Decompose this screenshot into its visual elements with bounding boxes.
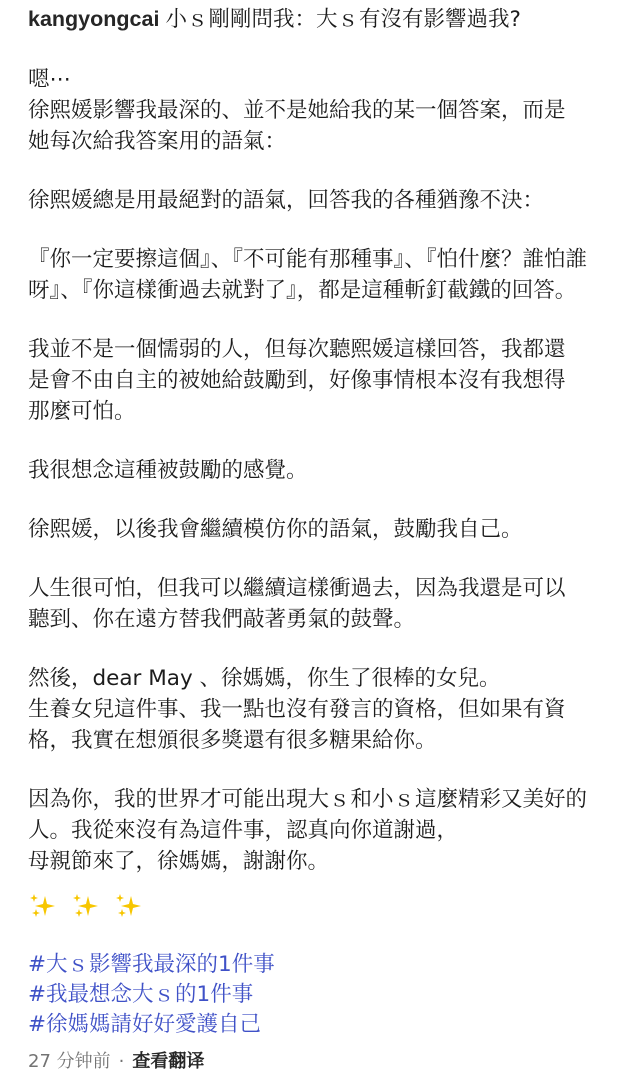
paragraph-8 [28, 663, 628, 756]
paragraph-9 [28, 784, 628, 877]
sparkles-icon [71, 890, 101, 920]
sparkles-icon [28, 890, 58, 920]
caption-first-line [28, 4, 628, 35]
caption-line: 呀』、『你這樣衝過去就對了』，都是這種斬釘截鐵的回答。 [28, 278, 577, 303]
caption-headline: 小ｓ剛剛問我：大ｓ有沒有影響過我? [165, 7, 521, 32]
caption-line: 我並不是一個懦弱的人，但每次聽熙媛這樣回答，我都還 [28, 337, 566, 362]
paragraph-6 [28, 514, 628, 545]
caption-line: 是會不由自主的被她給鼓勵到，好像事情根本沒有我想得 [28, 368, 566, 393]
caption-line: 人生很可怕，但我可以繼續這樣衝過去，因為我還是可以 [28, 576, 566, 601]
timestamp: 27 分钟前 [28, 1051, 111, 1072]
post-meta [28, 1050, 204, 1074]
caption-line: 她每次給我答案用的語氣： [28, 129, 287, 154]
see-translation-button[interactable]: 查看翻译 [132, 1051, 205, 1072]
paragraph-2 [28, 185, 628, 216]
caption-line: 徐熙媛，以後我會繼續模仿你的語氣，鼓勵我自己。 [28, 517, 523, 542]
sparkles-icon [114, 890, 144, 920]
post-caption [28, 4, 628, 877]
paragraph-1 [28, 64, 628, 157]
caption-line: 人。我從來沒有為這件事，認真向你道謝過， [28, 818, 459, 843]
caption-line: 因為你，我的世界才可能出現大ｓ和小ｓ這麼精彩又美好的 [28, 787, 588, 812]
caption-line: 我很想念這種被鼓勵的感覺。 [28, 458, 308, 483]
paragraph-3 [28, 244, 628, 306]
separator-dot: · [118, 1051, 125, 1072]
caption-line: 那麼可怕。 [28, 399, 136, 424]
sparkles-emoji-row [28, 890, 148, 926]
caption-line: 徐熙媛影響我最深的、並不是她給我的某一個答案，而是 [28, 98, 566, 123]
caption-line: 聽到、你在遠方替我們敲著勇氣的鼓聲。 [28, 607, 416, 632]
caption-line: 『你一定要擦這個』、『不可能有那種事』、『怕什麼？誰怕誰 [28, 247, 588, 272]
username-link[interactable]: kangyongcai [28, 7, 160, 31]
hashtag-link[interactable]: #我最想念大ｓ的1件事 [28, 982, 254, 1007]
hashtag-link[interactable]: #大ｓ影響我最深的1件事 [28, 952, 275, 977]
caption-line: 母親節來了，徐媽媽，謝謝你。 [28, 849, 330, 874]
caption-line: 徐熙媛總是用最絕對的語氣，回答我的各種猶豫不決： [28, 188, 545, 213]
paragraph-7 [28, 573, 628, 635]
caption-line: 然後，dear May 、徐媽媽，你生了很棒的女兒。 [28, 666, 501, 691]
caption-line: 格，我實在想頒很多獎還有很多糖果給你。 [28, 728, 437, 753]
caption-line: 嗯⋯ [28, 67, 72, 92]
paragraph-4 [28, 334, 628, 427]
caption-line: 生養女兒這件事、我一點也沒有發言的資格，但如果有資 [28, 697, 566, 722]
hashtag-link[interactable]: #徐媽媽請好好愛護自己 [28, 1012, 262, 1037]
hashtag-list [28, 950, 275, 1040]
paragraph-5 [28, 455, 628, 486]
